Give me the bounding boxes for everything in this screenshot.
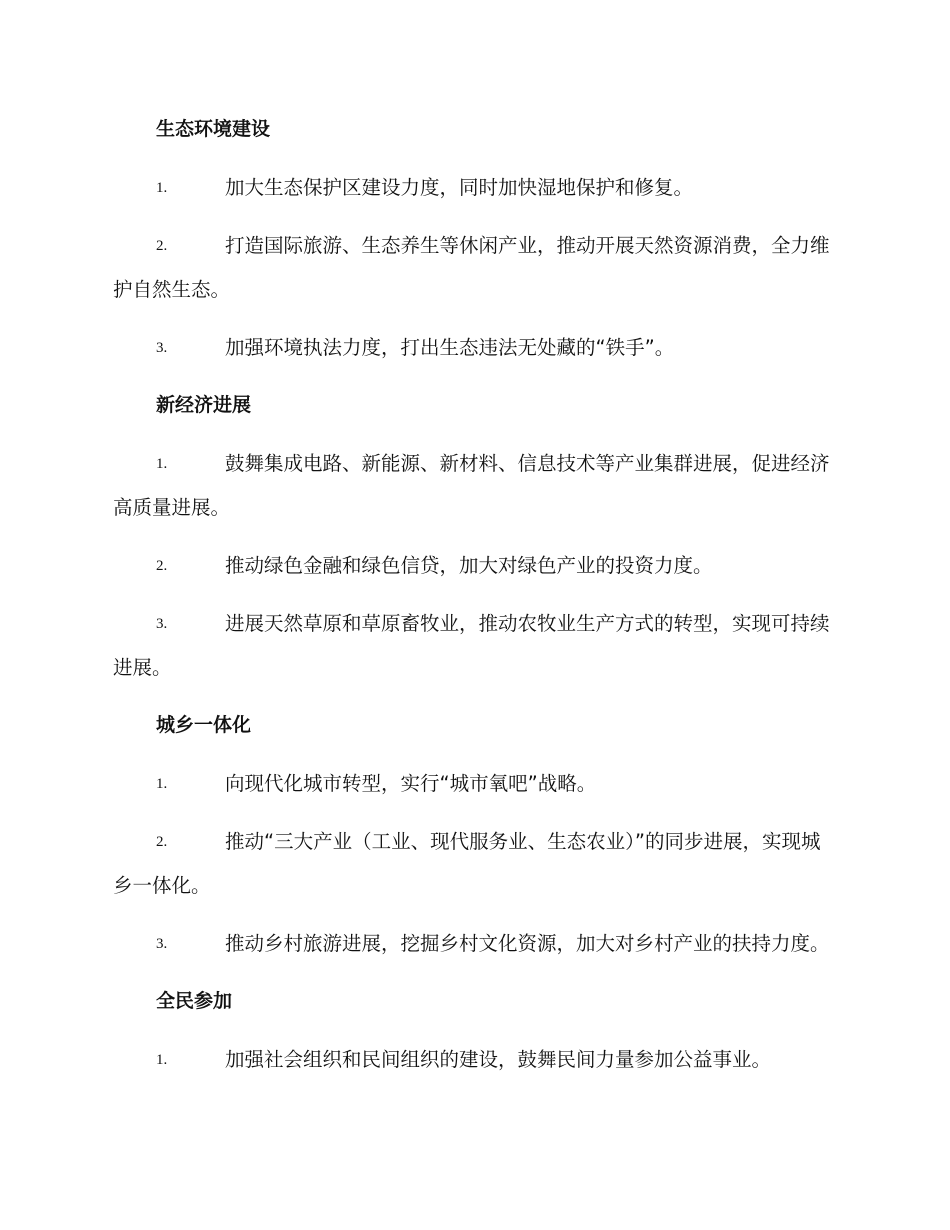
list-item-text: 推动绿色金融和绿色信贷，加大对绿色产业的投资力度。 bbox=[225, 554, 713, 577]
list-item-number: 1. bbox=[156, 180, 168, 196]
list-item-number: 3. bbox=[156, 340, 168, 356]
list-item-number: 2. bbox=[156, 558, 168, 574]
list-item-text: 推动“三大产业（工业、现代服务业、生态农业）”的同步进展，实现城乡一体化。 bbox=[113, 830, 821, 897]
list-item-text: 鼓舞集成电路、新能源、新材料、信息技术等产业集群进展，促进经济高质量进展。 bbox=[113, 452, 830, 519]
section-heading-public-participation: 全民参加 bbox=[156, 990, 233, 1012]
list-item bbox=[113, 762, 835, 806]
section-list-urban-rural bbox=[113, 762, 835, 966]
list-item bbox=[113, 922, 835, 966]
list-item-text: 加大生态保护区建设力度，同时加快湿地保护和修复。 bbox=[225, 176, 694, 199]
section-heading-new-economy: 新经济进展 bbox=[156, 394, 252, 416]
list-item-text: 向现代化城市转型，实行“城市氧吧”战略。 bbox=[225, 772, 597, 795]
list-item-number: 2. bbox=[156, 834, 168, 850]
list-item-text: 加强环境执法力度，打出生态违法无处藏的“铁手”。 bbox=[225, 336, 675, 359]
list-item-number: 1. bbox=[156, 456, 168, 472]
list-item-text: 打造国际旅游、生态养生等休闲产业，推动开展天然资源消费，全力维护自然生态。 bbox=[113, 234, 830, 301]
list-item-text: 推动乡村旅游进展，挖掘乡村文化资源，加大对乡村产业的扶持力度。 bbox=[225, 932, 830, 955]
list-item-number: 3. bbox=[156, 616, 168, 632]
list-item-number: 1. bbox=[156, 776, 168, 792]
section-heading-ecology: 生态环境建设 bbox=[156, 118, 271, 140]
list-item-number: 1. bbox=[156, 1052, 168, 1068]
list-item bbox=[113, 442, 835, 530]
list-item-number: 3. bbox=[156, 936, 168, 952]
section-list-public-participation bbox=[113, 1038, 835, 1082]
list-item bbox=[113, 224, 835, 312]
section-list-ecology bbox=[113, 166, 835, 370]
list-item bbox=[113, 326, 835, 370]
section-list-new-economy bbox=[113, 442, 835, 690]
document-body bbox=[113, 112, 835, 1082]
list-item-number: 2. bbox=[156, 238, 168, 254]
section-heading-urban-rural: 城乡一体化 bbox=[156, 714, 252, 736]
list-item bbox=[113, 602, 835, 690]
list-item bbox=[113, 166, 835, 210]
list-item bbox=[113, 820, 835, 908]
list-item bbox=[113, 544, 835, 588]
list-item-text: 加强社会组织和民间组织的建设，鼓舞民间力量参加公益事业。 bbox=[225, 1048, 772, 1071]
list-item-text: 进展天然草原和草原畜牧业，推动农牧业生产方式的转型，实现可持续进展。 bbox=[113, 612, 830, 679]
list-item bbox=[113, 1038, 835, 1082]
